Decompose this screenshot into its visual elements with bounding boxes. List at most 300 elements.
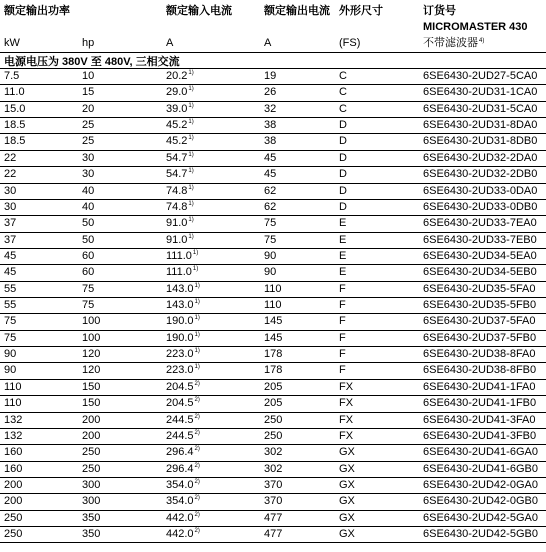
- input-current-cell: [166, 527, 200, 542]
- input-current-cell: [166, 249, 198, 264]
- order-number-cell-value: 6SE6430-2UD41-1FB0: [423, 397, 537, 410]
- output-current-cell-value: 45: [264, 151, 277, 164]
- hp-cell: [82, 527, 100, 542]
- hp-cell-value: 25: [82, 119, 95, 132]
- frame-size-cell: [339, 184, 347, 199]
- input-current-cell: [166, 184, 194, 199]
- output-current-cell: [264, 462, 282, 477]
- output-current-cell: [264, 413, 282, 428]
- frame-size-cell-value: FX: [339, 397, 354, 410]
- hp-cell: [82, 134, 94, 149]
- table-row: [0, 314, 546, 330]
- order-number-cell-value: 6SE6430-2UD33-0DA0: [423, 184, 538, 197]
- frame-size-cell: [339, 102, 347, 117]
- header-divider: [0, 52, 546, 53]
- table-row: [0, 331, 546, 347]
- frame-size-cell-value: GX: [339, 495, 355, 508]
- order-number-cell-value: 6SE6430-2UD34-5EA0: [423, 249, 537, 262]
- frame-size-cell-value: F: [339, 299, 346, 312]
- input-current-cell-value: 223.0: [166, 348, 194, 361]
- frame-size-cell-value: GX: [339, 462, 355, 475]
- kw-cell: [4, 200, 16, 215]
- kw-cell: [4, 233, 16, 248]
- footnote-marker: 2): [194, 380, 200, 387]
- hp-cell: [82, 363, 100, 378]
- output-current-cell: [264, 363, 282, 378]
- hp-cell: [82, 380, 100, 395]
- frame-size-cell-value: E: [339, 249, 347, 262]
- input-current-cell-value: 111.0: [166, 266, 192, 279]
- kw-cell-value: 200: [4, 478, 23, 491]
- order-number-cell-value: 6SE6430-2UD37-5FA0: [423, 315, 536, 328]
- hp-cell: [82, 282, 94, 297]
- order-number-cell-value: 6SE6430-2UD35-5FA0: [423, 282, 536, 295]
- hp-cell: [82, 494, 100, 509]
- order-number-cell-value: 6SE6430-2UD38-8FA0: [423, 348, 536, 361]
- frame-size-cell-value: D: [339, 200, 347, 213]
- input-current-cell-value: 91.0: [166, 233, 188, 246]
- input-current-cell: [166, 216, 194, 231]
- output-current-cell-value: 477: [264, 528, 283, 541]
- kw-cell: [4, 478, 22, 493]
- input-current-cell-value: 74.8: [166, 200, 188, 213]
- order-number-cell-value: 6SE6430-2UD33-0DB0: [423, 200, 538, 213]
- kw-cell-value: 22: [4, 168, 17, 181]
- output-current-cell: [264, 380, 282, 395]
- order-number-cell-value: 6SE6430-2UD27-5CA0: [423, 70, 538, 82]
- table-row: [0, 363, 546, 379]
- table-row: [0, 167, 546, 183]
- hp-cell-value: 300: [82, 478, 101, 491]
- input-current-cell: [166, 314, 200, 329]
- hp-cell-value: 60: [82, 249, 95, 262]
- frame-size-cell-value: F: [339, 364, 346, 377]
- footnote-marker: 2): [194, 397, 200, 404]
- filter-note-text: 不带滤波器: [423, 37, 478, 49]
- input-current-cell: [166, 363, 200, 378]
- hp-cell-value: 75: [82, 282, 95, 295]
- output-current-cell: [264, 102, 276, 117]
- output-current-cell: [264, 314, 282, 329]
- table-row: [0, 200, 546, 216]
- frame-size-cell: [339, 527, 355, 542]
- table-row: [0, 265, 546, 281]
- kw-cell-value: 90: [4, 348, 17, 361]
- frame-size-cell-value: D: [339, 119, 347, 132]
- frame-size-cell-value: E: [339, 217, 347, 230]
- kw-cell: [4, 445, 22, 460]
- input-current-cell: [166, 494, 200, 509]
- output-current-cell-value: 38: [264, 119, 277, 132]
- hp-cell-value: 30: [82, 168, 95, 181]
- hp-cell-value: 150: [82, 380, 101, 393]
- kw-cell: [4, 85, 25, 100]
- output-current-cell: [264, 445, 282, 460]
- footnote-marker: 2): [194, 462, 200, 469]
- order-number-cell-value: 6SE6430-2UD31-5CA0: [423, 102, 538, 115]
- table-row: [0, 527, 546, 543]
- order-number-cell-value: 6SE6430-2UD41-3FB0: [423, 429, 537, 442]
- input-current-cell: [166, 118, 194, 133]
- hp-cell: [82, 167, 94, 182]
- output-current-cell-value: 302: [264, 462, 283, 475]
- table-row: [0, 151, 546, 167]
- frame-size-cell-value: C: [339, 102, 347, 115]
- input-current-cell: [166, 380, 200, 395]
- kw-cell-value: 55: [4, 299, 17, 312]
- input-current-cell: [166, 413, 200, 428]
- input-current-cell-value: 244.5: [166, 413, 194, 426]
- hp-cell: [82, 347, 100, 362]
- hp-cell-value: 120: [82, 364, 101, 377]
- order-number-cell: [423, 462, 538, 477]
- order-number-cell: [423, 233, 537, 248]
- footnote-marker: 1): [188, 151, 194, 158]
- input-current-cell-value: 354.0: [166, 495, 194, 508]
- kw-cell: [4, 151, 16, 166]
- input-current-cell: [166, 233, 194, 248]
- order-number-cell: [423, 134, 537, 149]
- input-current-cell: [166, 511, 200, 526]
- kw-cell-value: 22: [4, 151, 17, 164]
- output-current-cell: [264, 396, 282, 411]
- data-table-body: [0, 69, 546, 543]
- frame-size-cell: [339, 134, 347, 149]
- frame-size-column-title: 外形尺寸: [339, 5, 383, 17]
- frame-size-cell: [339, 429, 353, 444]
- kw-cell-value: 75: [4, 315, 17, 328]
- hp-cell-value: 100: [82, 315, 101, 328]
- hp-cell-value: 60: [82, 266, 95, 279]
- frame-size-cell-value: F: [339, 331, 346, 344]
- hp-cell-value: 15: [82, 86, 95, 99]
- footnote-marker: 2): [194, 413, 200, 420]
- input-current-cell: [166, 151, 194, 166]
- input-current-cell: [166, 478, 200, 493]
- frame-size-cell: [339, 363, 346, 378]
- frame-size-cell-value: D: [339, 184, 347, 197]
- footnote-marker: 2): [194, 528, 200, 535]
- output-current-column-title: 额定输出电流: [264, 5, 330, 17]
- kw-cell-value: 18.5: [4, 135, 26, 148]
- input-current-cell: [166, 429, 200, 444]
- frame-size-cell-value: GX: [339, 478, 355, 491]
- input-current-cell-value: 20.2: [166, 70, 188, 82]
- output-current-cell-value: 178: [264, 348, 283, 361]
- output-current-cell: [264, 233, 276, 248]
- hp-cell-value: 150: [82, 397, 101, 410]
- order-number-cell-value: 6SE6430-2UD33-7EB0: [423, 233, 537, 246]
- frame-size-cell-value: E: [339, 233, 347, 246]
- order-number-cell: [423, 314, 536, 329]
- order-number-cell: [423, 85, 537, 100]
- kw-cell-value: 132: [4, 429, 23, 442]
- table-row: [0, 445, 546, 461]
- table-row: [0, 347, 546, 363]
- table-row: [0, 478, 546, 494]
- footnote-marker: 2): [194, 511, 200, 518]
- output-current-cell-value: 38: [264, 135, 277, 148]
- hp-cell-value: 40: [82, 184, 95, 197]
- table-row: [0, 494, 546, 510]
- kw-cell-value: 11.0: [4, 86, 25, 99]
- frame-size-cell-value: D: [339, 151, 347, 164]
- input-current-cell: [166, 462, 200, 477]
- kw-cell: [4, 347, 16, 362]
- order-number-cell: [423, 445, 538, 460]
- kw-cell: [4, 118, 25, 133]
- hp-cell: [82, 298, 94, 313]
- kw-cell-value: 250: [4, 511, 23, 524]
- input-current-cell-value: 29.0: [166, 86, 188, 99]
- frame-size-cell-value: C: [339, 86, 347, 99]
- frame-size-cell: [339, 494, 355, 509]
- kw-cell-value: 75: [4, 331, 17, 344]
- input-current-cell-value: 204.5: [166, 380, 194, 393]
- input-current-cell-value: 54.7: [166, 151, 188, 164]
- kw-cell-value: 45: [4, 249, 17, 262]
- footnote-marker: 1): [194, 364, 200, 371]
- kw-cell: [4, 184, 16, 199]
- order-number-cell: [423, 298, 536, 313]
- input-current-cell-value: 190.0: [166, 315, 194, 328]
- input-current-cell-value: 45.2: [166, 135, 188, 148]
- table-row: [0, 134, 546, 150]
- order-number-cell-value: 6SE6430-2UD38-8FB0: [423, 364, 537, 377]
- kw-cell: [4, 380, 22, 395]
- kw-cell-value: 200: [4, 495, 23, 508]
- footnote-marker: 2): [194, 495, 200, 502]
- output-current-cell-value: 145: [264, 331, 283, 344]
- kw-cell-value: 37: [4, 233, 17, 246]
- order-number-cell-value: 6SE6430-2UD42-0GB0: [423, 495, 538, 508]
- hp-cell-value: 250: [82, 446, 101, 459]
- order-number-cell-value: 6SE6430-2UD31-8DA0: [423, 119, 538, 132]
- kw-cell-value: 90: [4, 364, 17, 377]
- hp-cell-value: 350: [82, 511, 101, 524]
- order-number-cell: [423, 396, 536, 411]
- table-row: [0, 380, 546, 396]
- order-number-cell: [423, 184, 537, 199]
- frame-size-cell-value: GX: [339, 511, 355, 524]
- hp-cell: [82, 151, 94, 166]
- order-number-column-title: 订货号: [423, 5, 456, 17]
- input-current-cell-value: 204.5: [166, 397, 194, 410]
- footnote-marker: 1): [194, 331, 200, 338]
- hp-cell: [82, 429, 100, 444]
- output-current-cell-value: 90: [264, 266, 277, 279]
- input-current-cell-value: 296.4: [166, 446, 194, 459]
- output-current-cell: [264, 151, 276, 166]
- unit-input-a: A: [166, 37, 174, 49]
- kw-cell: [4, 134, 25, 149]
- order-number-cell: [423, 151, 537, 166]
- table-row: [0, 216, 546, 232]
- footnote-marker: 1): [192, 249, 199, 256]
- order-number-cell-value: 6SE6430-2UD32-2DB0: [423, 168, 538, 181]
- input-current-column-title: 额定输入电流: [166, 5, 232, 17]
- frame-size-cell: [339, 282, 346, 297]
- order-number-cell: [423, 511, 538, 526]
- frame-size-cell: [339, 298, 346, 313]
- kw-cell-value: 30: [4, 184, 17, 197]
- output-current-cell-value: 178: [264, 364, 283, 377]
- output-current-cell: [264, 478, 282, 493]
- hp-cell-value: 10: [82, 70, 95, 82]
- order-number-cell: [423, 494, 538, 509]
- order-number-cell: [423, 331, 536, 346]
- hp-cell-value: 100: [82, 331, 101, 344]
- frame-size-cell: [339, 249, 346, 264]
- kw-cell: [4, 511, 22, 526]
- frame-size-cell: [339, 511, 355, 526]
- hp-cell-value: 20: [82, 102, 95, 115]
- output-current-cell-value: 26: [264, 86, 277, 99]
- hp-cell: [82, 396, 100, 411]
- frame-size-cell: [339, 118, 347, 133]
- hp-cell-value: 200: [82, 429, 101, 442]
- output-current-cell-value: 370: [264, 478, 283, 491]
- kw-cell: [4, 429, 22, 444]
- hp-cell-value: 40: [82, 200, 95, 213]
- frame-size-cell-value: F: [339, 282, 346, 295]
- table-row: [0, 396, 546, 412]
- hp-cell-value: 350: [82, 528, 101, 541]
- output-current-cell-value: 62: [264, 184, 277, 197]
- input-current-cell: [166, 331, 200, 346]
- power-column-title: 额定输出功率: [4, 5, 70, 17]
- kw-cell-value: 45: [4, 266, 17, 279]
- frame-size-cell: [339, 85, 347, 100]
- input-current-cell-value: 39.0: [166, 102, 188, 115]
- input-current-cell: [166, 69, 194, 84]
- unit-output-a: A: [264, 37, 272, 49]
- output-current-cell-value: 19: [264, 70, 277, 82]
- footnote-marker: 1): [188, 135, 194, 142]
- input-current-cell-value: 442.0: [166, 528, 194, 541]
- frame-size-cell-value: F: [339, 348, 346, 361]
- table-row: [0, 429, 546, 445]
- order-number-cell: [423, 249, 537, 264]
- filter-note: [423, 37, 484, 50]
- order-number-cell: [423, 363, 536, 378]
- output-current-cell: [264, 167, 276, 182]
- table-row: [0, 282, 546, 298]
- table-row: [0, 184, 546, 200]
- filter-note-footnote: 4): [479, 38, 485, 44]
- frame-size-cell: [339, 69, 347, 84]
- order-number-cell-value: 6SE6430-2UD32-2DA0: [423, 151, 538, 164]
- hp-cell: [82, 184, 94, 199]
- table-header: [0, 0, 546, 54]
- hp-cell: [82, 249, 94, 264]
- kw-cell-value: 110: [4, 380, 22, 393]
- output-current-cell: [264, 69, 276, 84]
- kw-cell-value: 18.5: [4, 119, 26, 132]
- input-current-cell-value: 354.0: [166, 478, 194, 491]
- output-current-cell-value: 45: [264, 168, 277, 181]
- frame-size-cell: [339, 347, 346, 362]
- footnote-marker: 1): [188, 217, 194, 224]
- output-current-cell: [264, 200, 276, 215]
- input-current-cell: [166, 347, 200, 362]
- order-number-cell: [423, 478, 538, 493]
- output-current-cell-value: 110: [264, 299, 282, 312]
- hp-cell: [82, 69, 94, 84]
- kw-cell: [4, 298, 16, 313]
- hp-cell: [82, 85, 94, 100]
- input-current-cell: [166, 85, 194, 100]
- frame-size-cell: [339, 413, 353, 428]
- frame-size-cell-value: C: [339, 70, 347, 82]
- product-name: MICROMASTER 430: [423, 21, 528, 33]
- frame-size-cell: [339, 462, 355, 477]
- hp-cell: [82, 462, 100, 477]
- frame-size-cell-value: GX: [339, 528, 355, 541]
- order-number-cell-value: 6SE6430-2UD42-5GB0: [423, 528, 538, 541]
- input-current-cell-value: 45.2: [166, 119, 188, 132]
- kw-cell-value: 30: [4, 200, 17, 213]
- kw-cell: [4, 363, 16, 378]
- kw-cell: [4, 413, 22, 428]
- footnote-marker: 1): [194, 348, 200, 355]
- output-current-cell: [264, 134, 276, 149]
- table-row: [0, 298, 546, 314]
- output-current-cell: [264, 494, 282, 509]
- frame-size-cell-value: GX: [339, 446, 355, 459]
- hp-cell-value: 120: [82, 348, 101, 361]
- kw-cell: [4, 216, 16, 231]
- footnote-marker: 1): [192, 266, 199, 273]
- order-number-cell-value: 6SE6430-2UD42-5GA0: [423, 511, 538, 524]
- order-number-cell-value: 6SE6430-2UD35-5FB0: [423, 299, 537, 312]
- hp-cell: [82, 331, 100, 346]
- kw-cell: [4, 314, 16, 329]
- order-number-cell: [423, 200, 537, 215]
- kw-cell: [4, 331, 16, 346]
- output-current-cell: [264, 184, 276, 199]
- frame-size-cell-value: D: [339, 168, 347, 181]
- kw-cell: [4, 249, 16, 264]
- output-current-cell: [264, 347, 282, 362]
- order-number-cell-value: 6SE6430-2UD31-1CA0: [423, 86, 538, 99]
- input-current-cell-value: 143.0: [166, 299, 194, 312]
- frame-size-cell-value: E: [339, 266, 347, 279]
- frame-size-cell: [339, 200, 347, 215]
- footnote-marker: 1): [188, 70, 194, 76]
- kw-cell-value: 160: [4, 446, 23, 459]
- input-current-cell: [166, 167, 194, 182]
- input-current-cell-value: 111.0: [166, 249, 192, 262]
- frame-size-cell: [339, 445, 355, 460]
- footnote-marker: 1): [188, 200, 194, 207]
- order-number-cell-value: 6SE6430-2UD41-3FA0: [423, 413, 536, 426]
- hp-cell-value: 50: [82, 233, 95, 246]
- table-row: [0, 511, 546, 527]
- order-number-cell-value: 6SE6430-2UD41-1FA0: [423, 380, 536, 393]
- output-current-cell-value: 110: [264, 282, 282, 295]
- kw-cell: [4, 396, 22, 411]
- hp-cell: [82, 200, 94, 215]
- input-current-cell-value: 244.5: [166, 429, 194, 442]
- kw-cell-value: 55: [4, 282, 17, 295]
- order-number-cell: [423, 527, 538, 542]
- kw-cell: [4, 69, 19, 84]
- table-row: [0, 69, 546, 85]
- order-number-cell-value: 6SE6430-2UD41-6GB0: [423, 462, 538, 475]
- input-current-cell: [166, 282, 200, 297]
- hp-cell-value: 50: [82, 217, 95, 230]
